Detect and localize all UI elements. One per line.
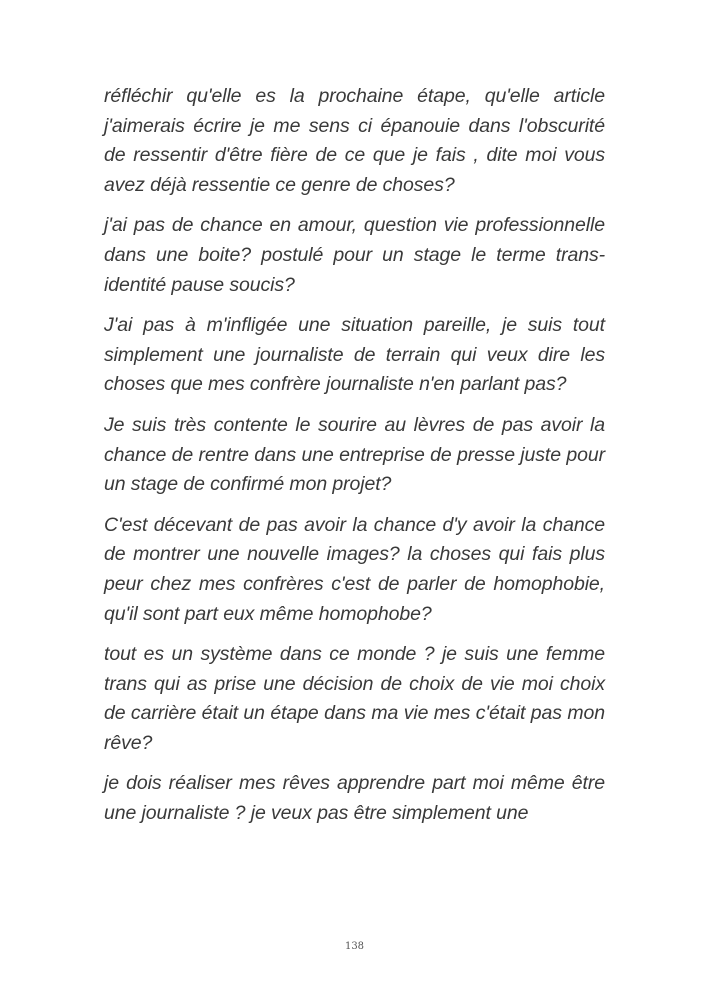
paragraph-5: C'est décevant de pas avoir la chance d'y avoir la chance de montrer une nouvelle images? la choses qui fais plus peur chez mes confrères c'est de parler de homophobie, qu'il sont part eux même homophobe? [104, 513, 605, 625]
paragraph-4: Je suis très contente le sourire au lèvres de pas avoir la chance de rentre dans une entreprise de presse juste pour un stage de confirmé mon projet? [104, 413, 605, 496]
paragraph-2: j'ai pas de chance en amour, question vie professionnelle dans une boite? postulé pour un stage le terme trans-identité pause soucis? [104, 214, 605, 296]
paragraph-1: réfléchir qu'elle es la prochaine étape, qu'elle article j'aimerais écrire je me sens ci épanouie dans l'obscurité de ressentir d'être fière de ce que je fais , dite moi vous avez déjà ressentie ce genre de choses? [104, 85, 605, 196]
page-number: 138 [344, 941, 365, 952]
paragraph-3: J'ai pas à m'infligée une situation pareille, je suis tout simplement une journaliste de terrain qui veux dire les choses que mes confrère journaliste n'en parlant pas? [104, 314, 605, 396]
body-text [104, 82, 605, 840]
paragraph-6: tout es un système dans ce monde ? je suis une femme trans qui as prise une décision de choix de vie moi choix de carrière était un étape dans ma vie mes c'était pas mon rêve? [104, 643, 605, 754]
paragraph-7: je dois réaliser mes rêves apprendre part moi même être une journaliste ? je veux pas être simplement une [104, 772, 605, 825]
